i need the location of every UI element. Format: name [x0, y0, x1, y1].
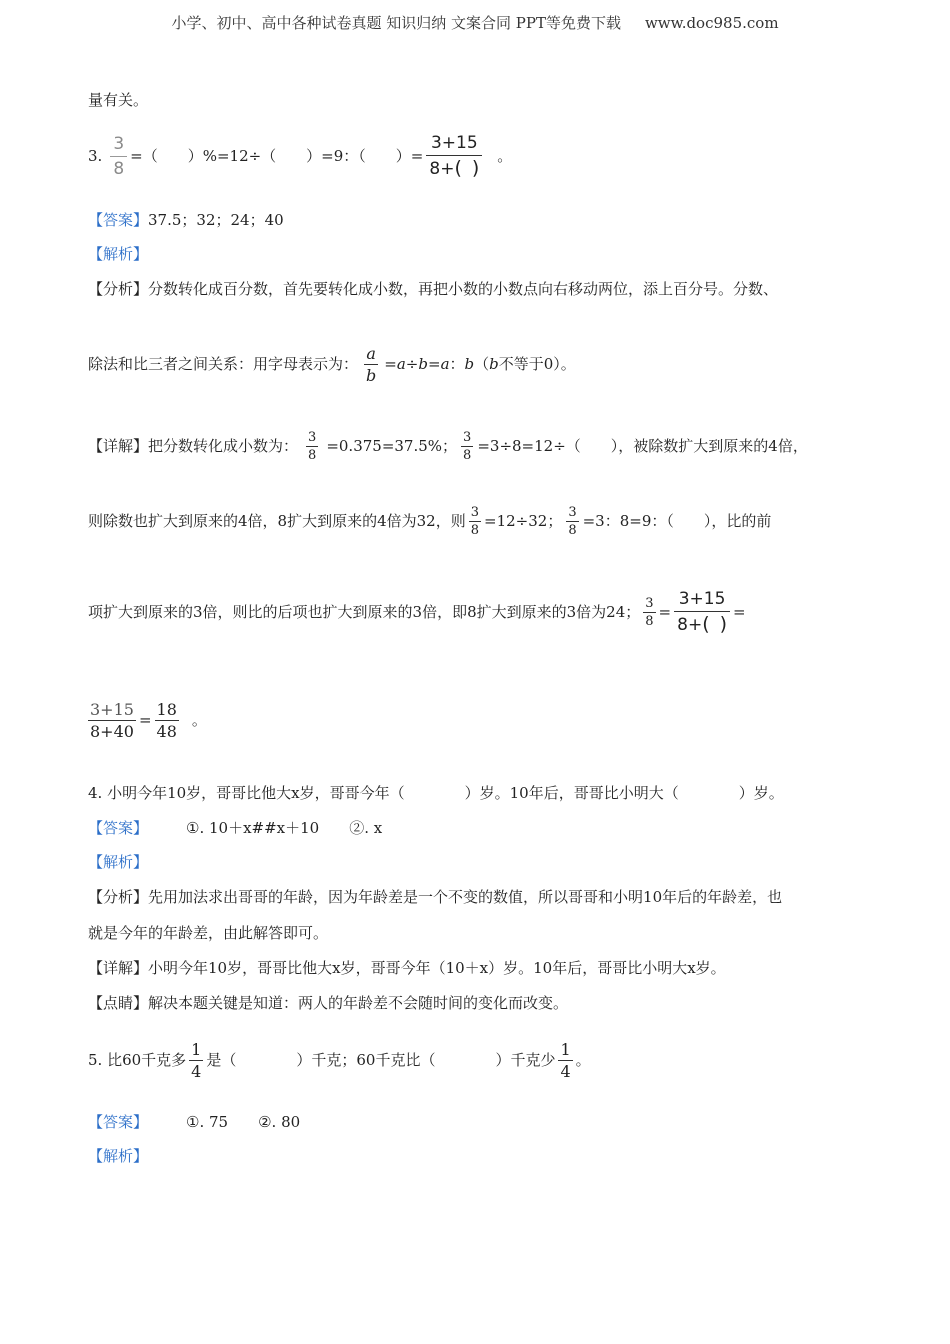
q3-detail-frac-c: $\frac{3}{8}$: [470, 504, 480, 538]
q3-detail-frac-f: $\frac{3+15}{8+40}$: [90, 699, 134, 741]
q3-detail-4: $\frac{3+15}{8+40}$ = $\frac{18}{48}$ 。: [90, 699, 207, 741]
header-text: 小学、初中、高中各种试卷真题 知识归纳 文案合同 PPT等免费下载: [171, 14, 621, 32]
q3-rhs-den: 8+( ): [429, 157, 480, 179]
q3-detail-tag: 【详解】: [88, 437, 149, 455]
q3-relation-fraction: $\frac{a}{b}$: [366, 343, 377, 385]
q3-fenxi-tag: 【分析】: [88, 280, 149, 298]
q3-detail-frac-d: $\frac{3}{8}$: [568, 504, 577, 538]
q5-question: 5. 比60千克多 $\frac{1}{4}$ 是（ ）千克；60千克比（ ）千克少 $\frac{1}{4}$ 。: [88, 1039, 591, 1081]
page-header: [0, 12, 950, 33]
q3-detail-frac-a: $\frac{3}{8}$: [308, 429, 317, 463]
q3-rhs-num: 3+15: [426, 133, 482, 156]
q3-fraction: [110, 134, 127, 179]
q4-dianjing: 【点睛】解决本题关键是知道：两人的年龄差不会随时间的变化而改变。: [88, 994, 569, 1012]
q3-fraction-den: 8: [113, 158, 125, 179]
q5-fraction-b: $\frac{1}{4}$: [560, 1039, 571, 1081]
q3-answer-tag: 【答案】: [88, 211, 149, 229]
q3-detail-frac-e: $\frac{3}{8}$: [645, 595, 654, 629]
q3-answer-text: 37.5；32；24；40: [148, 211, 284, 229]
q3-detail-1: 【详解】 把分数转化成小数为： $\frac{3}{8}$ =0.375=37.5%； $\frac{3}{8}$ =3÷8=12÷（ ），被除数扩大到原来的4倍，: [88, 429, 808, 463]
q3-end: 。: [497, 147, 513, 165]
q3-relation-pre: 除法和比三者之间关系：用字母表示为：: [88, 355, 359, 373]
q3-fenxi: [88, 279, 778, 299]
q3-detail-frac-g: $\frac{18}{48}$: [156, 699, 177, 741]
q4-detail: 【详解】小明今年10岁，哥哥比他大x岁，哥哥今年（10＋x）岁。10年后，哥哥比小明大x岁。: [88, 959, 726, 977]
q4-answer: 【答案】 ①. 10＋x##x＋10 ②. x: [88, 819, 383, 837]
q3-detail-frac-b: $\frac{3}{8}$: [463, 429, 472, 463]
q3-answer: [88, 210, 284, 230]
q3-analysis: [88, 244, 148, 264]
q3-rhs-fraction: [426, 133, 482, 179]
q3-analysis-tag: 【解析】: [88, 245, 149, 263]
q3-detail-2: 则除数也扩大到原来的4倍，8扩大到原来的4倍为32，则 $\frac{3}{8}$ =12÷32； $\frac{3}{8}$ =3：8=9：（ ），比的前: [88, 504, 772, 538]
q5-fraction-a: $\frac{1}{4}$: [191, 1039, 202, 1081]
q3-fraction-num: 3: [110, 134, 127, 157]
q3-fenxi-text: 分数转化成百分数，首先要转化成小数，再把小数的小数点向右移动两位，添上百分号。分数、: [148, 280, 779, 298]
q3-detail-3: 项扩大到原来的3倍，则比的后项也扩大到原来的3倍，即8扩大到原来的3倍为24； $\frac{3}{8}$ = $\frac{3+15}{8+( )}$ =: [88, 589, 746, 635]
q4-question: 4. 小明今年10岁，哥哥比他大x岁，哥哥今年（ ）岁。10年后，哥哥比小明大（ ）岁。: [88, 784, 784, 802]
header-site[interactable]: www.doc985.com: [644, 14, 779, 32]
q3-question: [88, 130, 512, 182]
q5-answer: 【答案】 ①. 75 ②. 80: [88, 1113, 301, 1131]
q3-detail-rhs-fraction: $\frac{3+15}{8+( )}$: [674, 589, 730, 635]
q5-analysis: 【解析】: [88, 1147, 149, 1165]
q4-fenxi-1: 【分析】先用加法求出哥哥的年龄，因为年龄差是一个不变的数值，所以哥哥和小明10年后的年龄差，也: [88, 888, 783, 906]
q4-fenxi-2: 就是今年的年龄差，由此解答即可。: [88, 924, 329, 942]
q3-relation: 除法和比三者之间关系：用字母表示为： $\frac{a}{b}$ = a ÷ b = a ： b （ b 不等于0）。: [88, 343, 576, 385]
q3-chain: =（ ）%=12÷（ ）=9：（ ）=: [130, 147, 424, 165]
q4-analysis: 【解析】: [88, 853, 149, 871]
q2-tail: 量有关。: [88, 91, 149, 109]
q3-number: 3.: [88, 147, 103, 165]
